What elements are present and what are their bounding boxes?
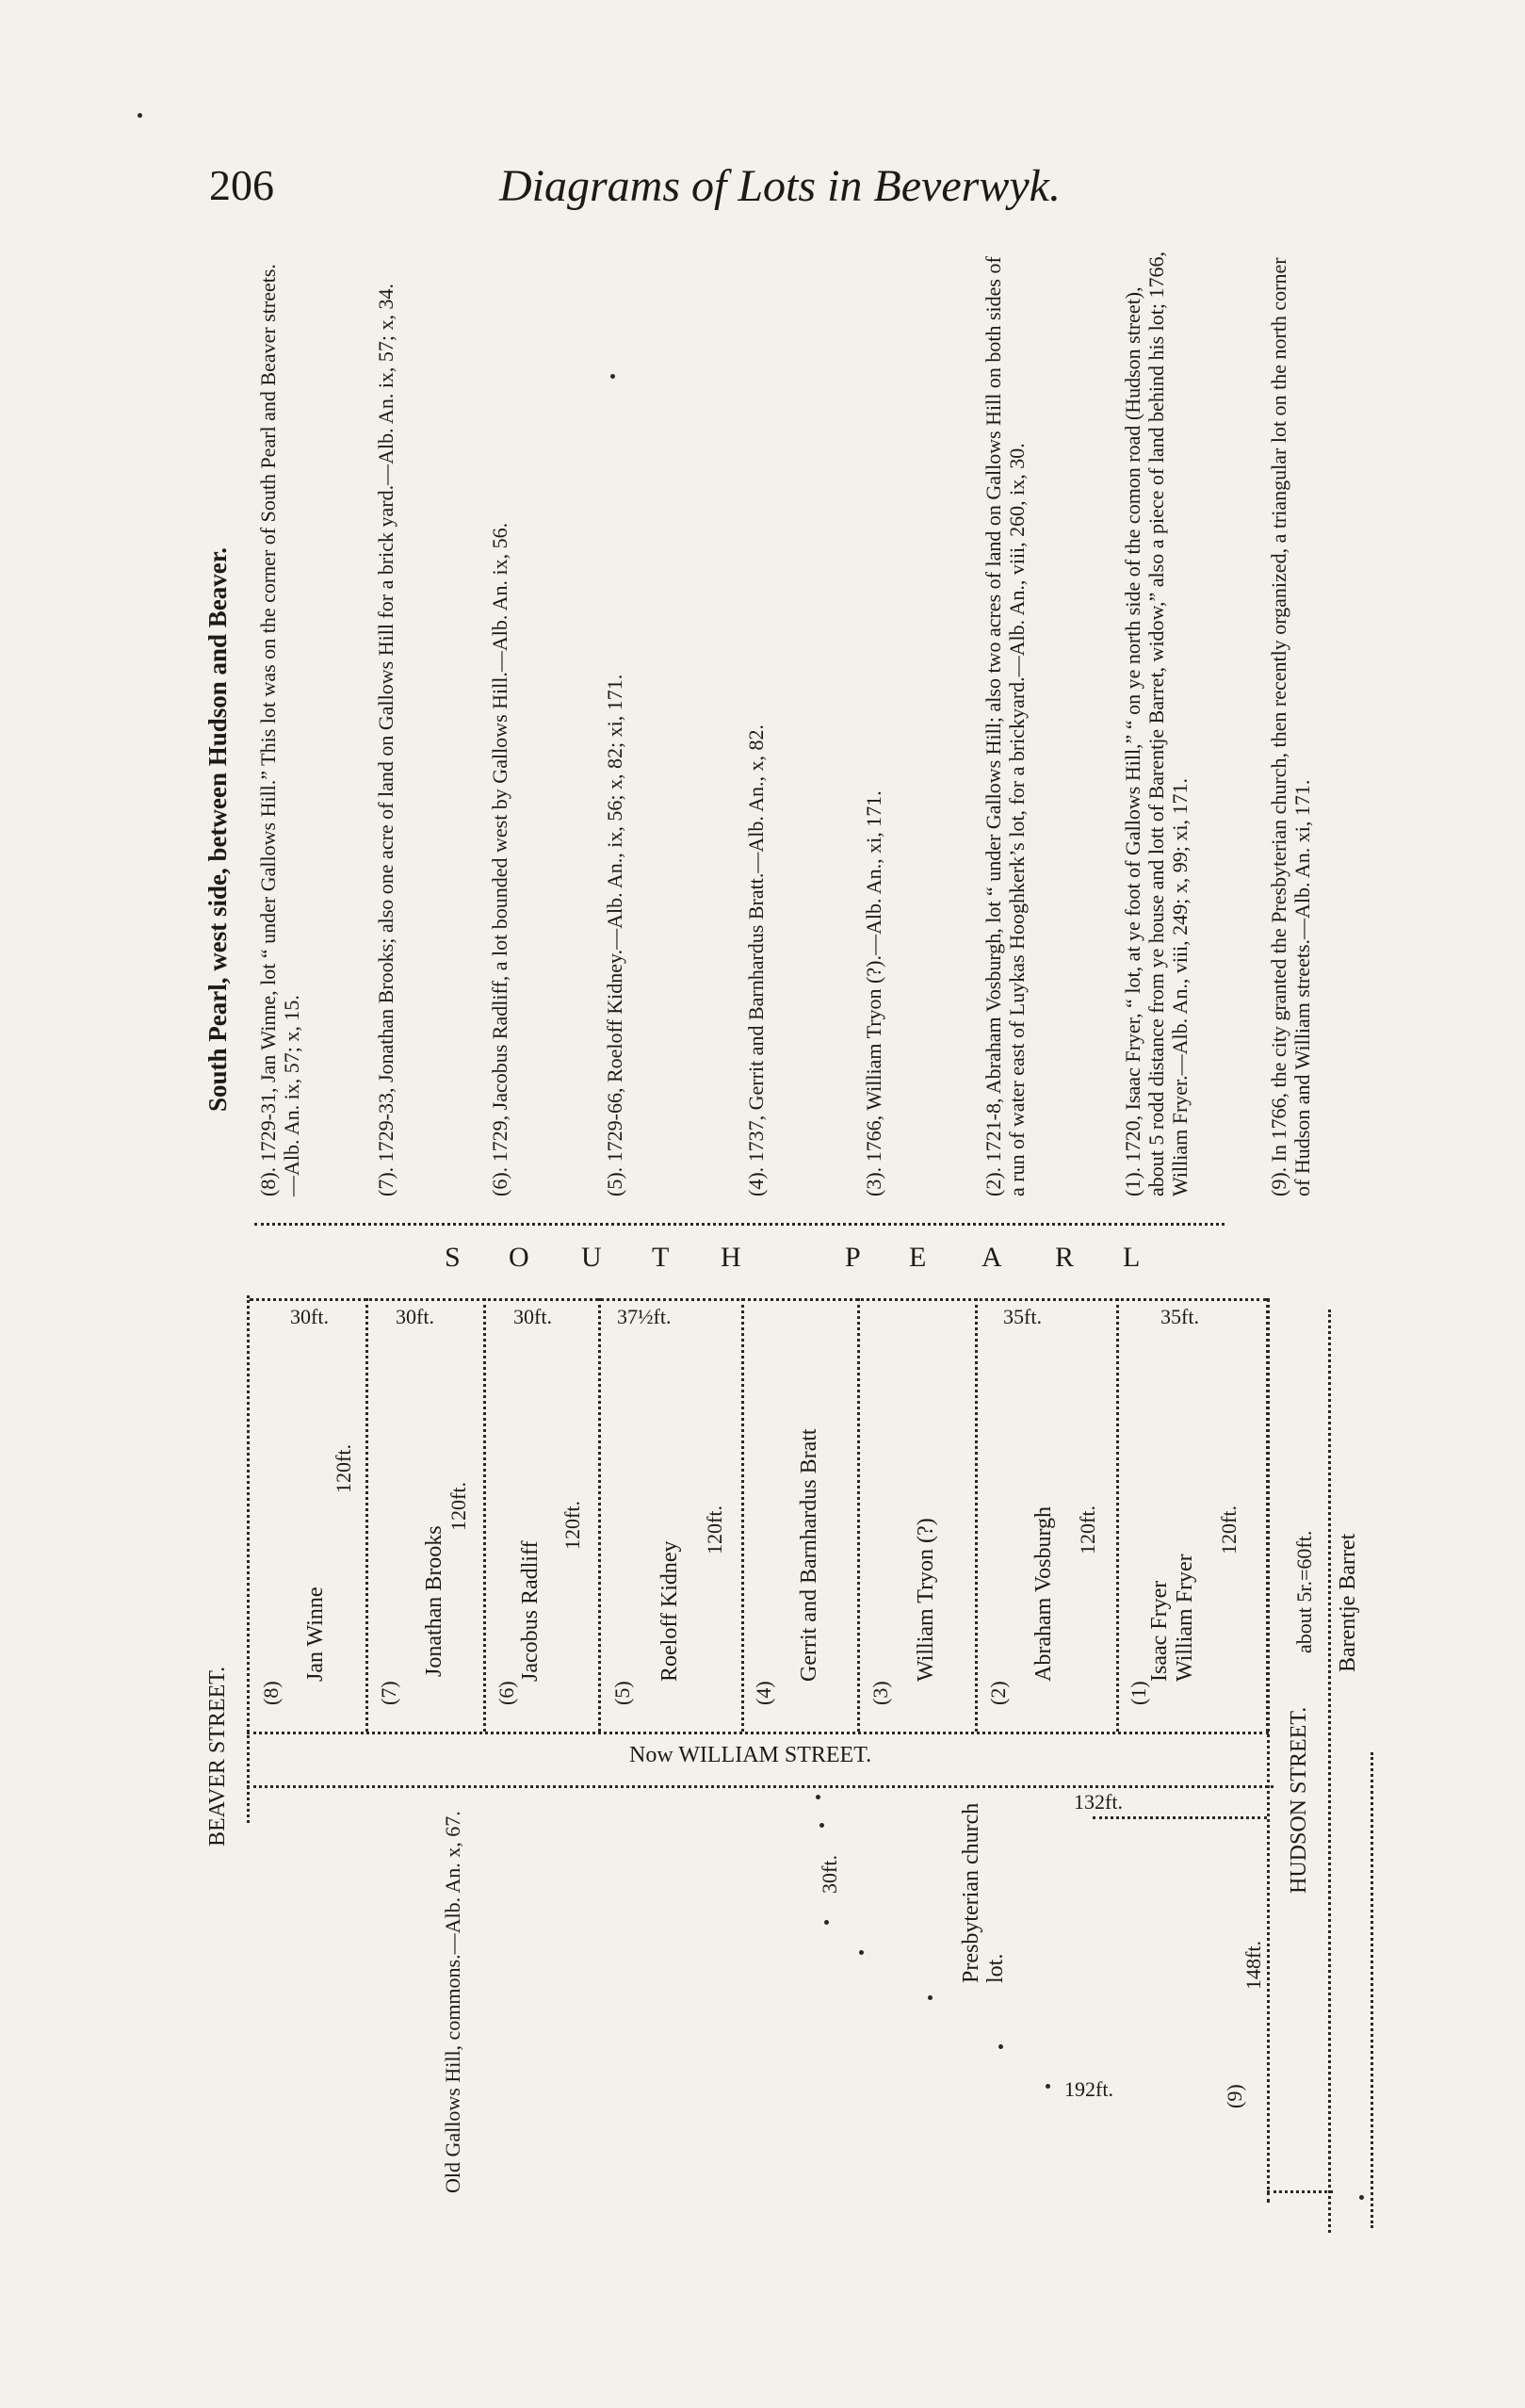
hudson-bottom-line — [1267, 2190, 1333, 2193]
hudson-width: about 5r.=60ft. — [1292, 1530, 1316, 1653]
lot-divider-3-2 — [975, 1298, 978, 1732]
barentje-line — [1371, 1752, 1373, 2228]
pearl-line-upper — [254, 1223, 1225, 1226]
william-street-label: Now WILLIAM STREET. — [629, 1743, 872, 1767]
pearl-letter-s: S — [445, 1242, 462, 1273]
note-8: (8). 1729-31, Jan Winne, lot “ under Gallows Hill.” This lot was on the corner of South Pearl and Beaver streets.—Alb. An. ix, 57; x, 15. — [256, 264, 303, 1196]
lot-6-owner: Jacobus Radliff — [518, 1540, 543, 1682]
frontage-lot-7: 30ft. — [396, 1305, 434, 1328]
church-dot-6 — [998, 2044, 1003, 2049]
church-dim-148ft: 148ft. — [1241, 1941, 1265, 1990]
beaver-line — [247, 1295, 250, 1823]
pearl-letter-e: E — [909, 1242, 928, 1273]
pearl-letter-t: T — [652, 1242, 671, 1273]
church-lot-number: (9) — [1223, 2084, 1246, 2108]
note-2: (2). 1721-8, Abraham Vosburgh, lot “ under Gallows Hill; also two acres of land on Gallows Hill on both sides of a run of water east of Luykas Hooghkerk’s lot, for a brickyard.—Alb. An., viii, 260, ix, 30. — [982, 256, 1029, 1196]
church-dot-3 — [824, 1920, 829, 1925]
running-title: Diagrams of Lots in Beverwyk. — [499, 161, 1061, 211]
lot-6-number: (6) — [495, 1681, 518, 1705]
lot-4-owner: Gerrit and Barnhardus Bratt — [797, 1428, 821, 1682]
church-dim-192ft: 192ft. — [1064, 2077, 1113, 2101]
beaver-street-label: BEAVER STREET. — [205, 1666, 230, 1847]
frontage-lot-8: 30ft. — [290, 1305, 329, 1328]
pearl-line-lower — [250, 1298, 1267, 1301]
lot-2-owner: Abraham Vosburgh — [1031, 1506, 1056, 1682]
frontage-lot-5: 37½ft. — [617, 1305, 672, 1328]
pearl-letter-r: R — [1055, 1242, 1076, 1273]
church-dot-2 — [819, 1823, 824, 1828]
margin-speck-2 — [610, 374, 615, 379]
lot-1-owner: Isaac Fryer — [1147, 1580, 1172, 1682]
lot-3-owner: William Tryon (?) — [914, 1518, 938, 1682]
lot-4-number: (4) — [752, 1681, 775, 1705]
pearl-letter-l: L — [1123, 1242, 1142, 1273]
note-6: (6). 1729, Jacobus Radliff, a lot bounded west by Gallows Hill.—Alb. An. ix, 56. — [488, 522, 511, 1196]
church-dim-30ft: 30ft. — [818, 1855, 841, 1894]
lot-5-number: (5) — [610, 1681, 634, 1705]
pearl-letter-u: U — [581, 1242, 603, 1273]
william-street-line — [247, 1785, 1274, 1788]
lot-8-depth: 120ft. — [332, 1444, 355, 1493]
page-number: 206 — [209, 161, 274, 209]
section-heading: South Pearl, west side, between Hudson and Beaver. — [203, 546, 232, 1112]
pearl-letter-a: A — [982, 1242, 1003, 1273]
hudson-line-west — [1267, 1298, 1270, 2203]
lot-5-depth: 120ft. — [703, 1505, 726, 1554]
hudson-line-east — [1328, 1310, 1331, 2233]
lot-6-depth: 120ft. — [560, 1501, 584, 1550]
note-7: (7). 1729-33, Jonathan Brooks; also one acre of land on Gallows Hill for a brick yard.—Alb. An. ix, 57; x, 34. — [374, 283, 397, 1196]
lot-8-number: (8) — [259, 1681, 283, 1705]
frontage-lot-6: 30ft. — [513, 1305, 552, 1328]
pearl-letter-p: P — [845, 1242, 862, 1273]
lot-2-number: (2) — [986, 1681, 1010, 1705]
lot-1-owner-2: William Fryer — [1173, 1554, 1197, 1682]
lot-7-number: (7) — [377, 1681, 400, 1705]
church-dot-5 — [928, 1995, 933, 2000]
lot-5-owner: Roeloff Kidney — [657, 1540, 682, 1682]
lot-7-owner: Jonathan Brooks — [422, 1525, 446, 1677]
church-lot-label: Presbyterian church lot. — [959, 1802, 1008, 1983]
lots-rear-line — [247, 1732, 1269, 1734]
lot-3-number: (3) — [868, 1681, 892, 1705]
barentje-barret: Barentje Barret — [1336, 1533, 1360, 1672]
church-dim-132ft: 132ft. — [1074, 1790, 1123, 1814]
hudson-street-label: HUDSON STREET. — [1287, 1706, 1311, 1894]
lot-divider-8-7 — [365, 1298, 368, 1732]
lot-divider-5-4 — [741, 1298, 744, 1732]
church-lot-edge-top — [1093, 1816, 1267, 1819]
gallows-hill-label: Old Gallows Hill, commons.—Alb. An. x, 67. — [441, 1811, 464, 2193]
church-dot-7 — [1046, 2084, 1050, 2089]
lot-8-owner: Jan Winne — [303, 1586, 328, 1682]
lot-7-depth: 120ft. — [446, 1482, 470, 1531]
margin-speck-1 — [138, 113, 142, 118]
lot-divider-4-3 — [857, 1298, 860, 1732]
lot-1-depth: 120ft. — [1217, 1505, 1241, 1554]
pearl-letter-o: O — [509, 1242, 530, 1273]
note-4: (4). 1737, Gerrit and Barnhardus Bratt.—Alb. An., x, 82. — [744, 724, 768, 1196]
note-3: (3). 1766, William Tryon (?).—Alb. An., xi, 171. — [862, 790, 885, 1196]
frontage-lot-1: 35ft. — [1160, 1305, 1199, 1328]
pearl-letter-h: H — [721, 1242, 742, 1273]
church-dot-1 — [816, 1795, 820, 1799]
lot-1-number: (1) — [1127, 1681, 1150, 1705]
lot-divider-2-1 — [1116, 1298, 1119, 1732]
note-9: (9). In 1766, the city granted the Presbyterian church, then recently organized, a triangular lot on the north corner of Hudson and William streets.—Alb. An. xi, 171. — [1267, 257, 1314, 1196]
church-dot-4 — [859, 1950, 864, 1955]
lot-2-depth: 120ft. — [1076, 1505, 1099, 1554]
note-1: (1). 1720, Isaac Fryer, “ lot, at ye foot of Gallows Hill,” “ on ye north side of the comon road (Hudson street), about 5 rodd distance from ye house and lott of Barentje Barret, widow,” also a piece of land behind his lot; 1766, William Fryer.—Alb. An., viii, 249; x, 99; xi, 171. — [1121, 252, 1192, 1196]
lot-divider-6-5 — [598, 1298, 601, 1732]
frontage-lot-2: 35ft. — [1003, 1305, 1042, 1328]
note-5: (5). 1729-66, Roeloff Kidney.—Alb. An., ix, 56; x, 82; xi, 171. — [603, 674, 626, 1196]
lot-divider-7-6 — [483, 1298, 486, 1732]
margin-speck-3 — [1359, 2195, 1364, 2200]
